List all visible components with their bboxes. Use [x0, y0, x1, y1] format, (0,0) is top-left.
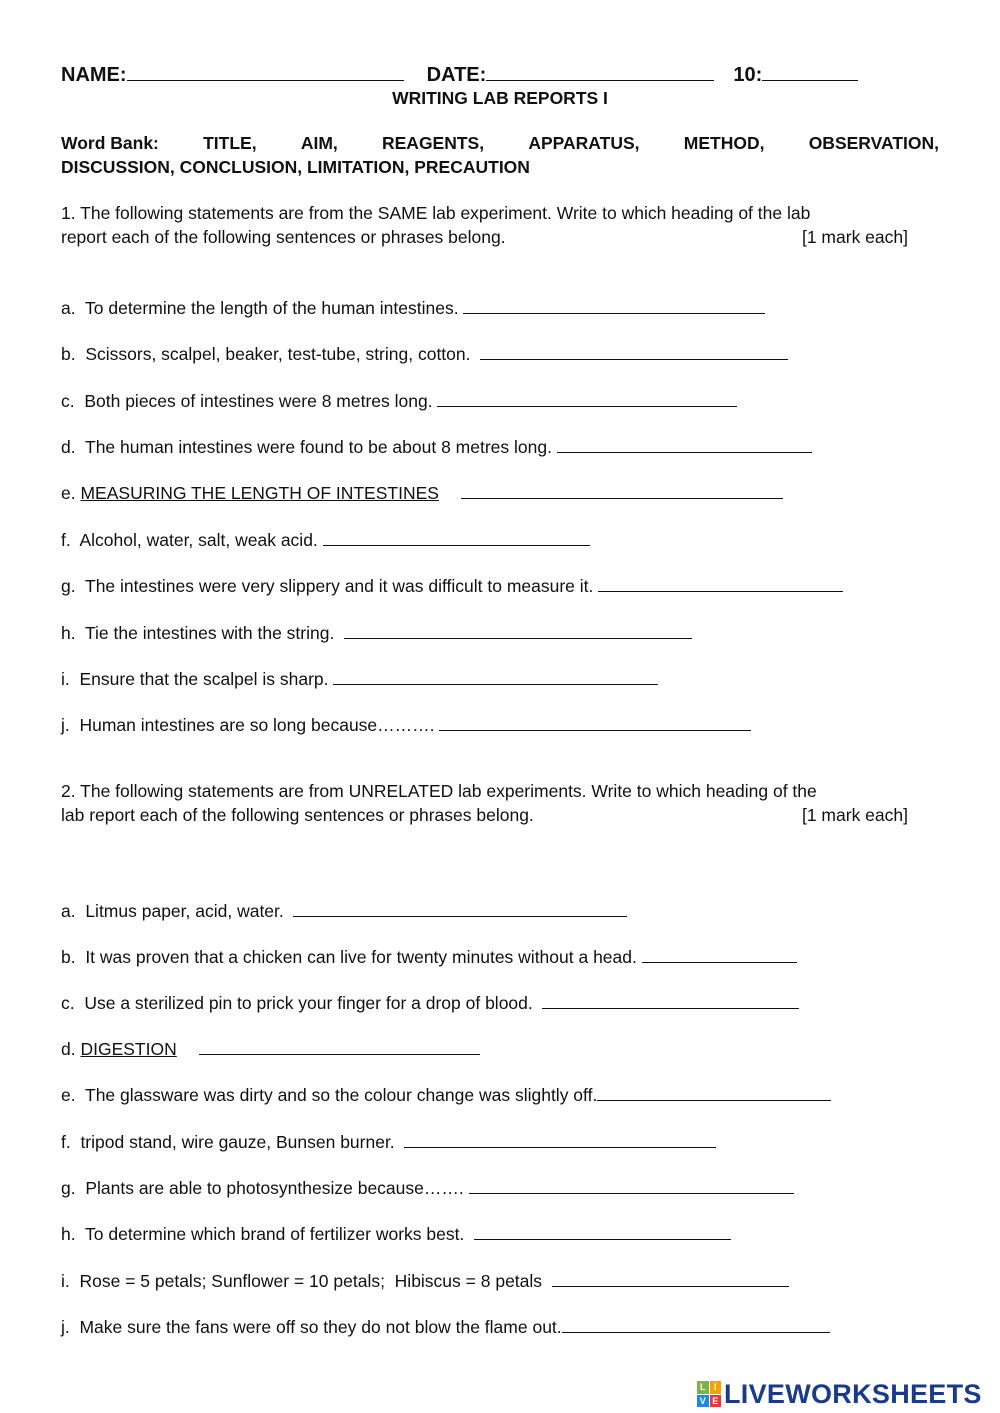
word-bank-term: REAGENTS,	[382, 133, 485, 153]
question-text: e. The glassware was dirty and so the colour change was slightly off.	[61, 1085, 598, 1105]
section1-instruction-line2: report each of the following sentences or phrases belong.	[61, 227, 506, 247]
section2-question-c	[61, 990, 799, 1014]
answer-blank[interactable]	[542, 990, 799, 1009]
question-text: g. The intestines were very slippery and it was difficult to measure it.	[61, 576, 599, 596]
section2-question-j	[61, 1314, 830, 1338]
logo-mark-letter: L	[697, 1381, 709, 1394]
answer-blank[interactable]	[480, 341, 788, 360]
logo-mark-letter: E	[710, 1395, 722, 1408]
section2-instruction-line1: 2. The following statements are from UNRELATED lab experiments. Write to which heading of the	[61, 781, 817, 801]
question-text: h. To determine which brand of fertilizer works best.	[61, 1224, 475, 1244]
section1-question-j	[61, 712, 751, 736]
word-bank-label: Word Bank:	[61, 133, 159, 153]
question-underlined-title: MEASURING THE LENGTH OF INTESTINES	[80, 483, 439, 503]
question-text: d. The human intestines were found to be about 8 metres long.	[61, 437, 557, 457]
section2-instruction-line2: lab report each of the following sentences or phrases belong.	[61, 805, 534, 825]
word-bank	[61, 133, 939, 178]
question-text: b. It was proven that a chicken can live for twenty minutes without a head.	[61, 947, 642, 967]
word-bank-line-2: DISCUSSION, CONCLUSION, LIMITATION, PRECAUTION	[61, 157, 530, 177]
question-prefix: d.	[61, 1039, 81, 1059]
section1-question-e	[61, 480, 783, 504]
word-bank-line-1	[61, 133, 939, 154]
section1-question-f	[61, 527, 590, 551]
section2-question-a	[61, 898, 627, 922]
question-text: f. tripod stand, wire gauze, Bunsen burner.	[61, 1132, 405, 1152]
section1-marks: [1 mark each]	[801, 227, 908, 247]
liveworksheets-logo	[697, 1378, 982, 1410]
section1-instruction-line1: 1. The following statements are from the SAME lab experiment. Write to which heading of the lab	[61, 203, 811, 223]
answer-blank[interactable]	[562, 1314, 830, 1333]
answer-blank[interactable]	[333, 666, 658, 685]
question-text: c. Both pieces of intestines were 8 metres long.	[61, 391, 438, 411]
logo-mark-icon	[697, 1381, 721, 1407]
section1-question-d	[61, 434, 812, 458]
answer-blank[interactable]	[597, 1082, 831, 1101]
question-text: h. Tie the intestines with the string.	[61, 623, 345, 643]
answer-blank[interactable]	[474, 1221, 731, 1240]
word-bank-term: APPARATUS,	[528, 133, 640, 153]
answer-blank[interactable]	[461, 480, 783, 499]
section2-instructions	[61, 781, 939, 826]
page-title: WRITING LAB REPORTS I	[392, 88, 608, 108]
answer-blank[interactable]	[469, 1175, 794, 1194]
section2-question-e	[61, 1082, 831, 1106]
answer-blank[interactable]	[199, 1036, 480, 1055]
answer-blank[interactable]	[293, 898, 627, 917]
word-bank-term: TITLE,	[203, 133, 257, 153]
section2-question-i	[61, 1268, 789, 1292]
answer-blank[interactable]	[557, 434, 812, 453]
question-text: f. Alcohol, water, salt, weak acid.	[61, 530, 323, 550]
section1-question-a	[61, 295, 765, 319]
word-bank-term: AIM,	[300, 133, 338, 153]
name-label: NAME:	[61, 64, 127, 86]
question-text: g. Plants are able to photosynthesize because…….	[61, 1178, 469, 1198]
section1-question-c	[61, 388, 737, 412]
answer-blank[interactable]	[344, 620, 692, 639]
answer-blank[interactable]	[642, 944, 797, 963]
logo-mark-letter: V	[697, 1395, 709, 1408]
answer-blank[interactable]	[463, 295, 765, 314]
header-row	[61, 62, 858, 87]
question-text: c. Use a sterilized pin to prick your finger for a drop of blood.	[61, 993, 543, 1013]
section2-question-g	[61, 1175, 794, 1199]
section1-question-g	[61, 573, 843, 597]
class-label: 10:	[733, 64, 763, 86]
answer-blank[interactable]	[323, 527, 590, 546]
logo-text: LIVEWORKSHEETS	[724, 1378, 982, 1409]
question-prefix: e.	[61, 483, 81, 503]
answer-blank[interactable]	[437, 388, 737, 407]
section1-question-b	[61, 341, 788, 365]
question-text: a. Litmus paper, acid, water.	[61, 901, 294, 921]
word-bank-term: OBSERVATION,	[808, 133, 939, 153]
section1-question-h	[61, 620, 692, 644]
answer-blank[interactable]	[439, 712, 751, 731]
question-text: i. Rose = 5 petals; Sunflower = 10 petals; Hibiscus = 8 petals	[61, 1271, 552, 1291]
answer-blank[interactable]	[598, 573, 843, 592]
class-field[interactable]	[762, 62, 858, 81]
question-underlined-title: DIGESTION	[80, 1039, 177, 1059]
question-text: i. Ensure that the scalpel is sharp.	[61, 669, 334, 689]
section2-question-d	[61, 1036, 480, 1060]
section2-marks: [1 mark each]	[801, 805, 908, 825]
question-text: a. To determine the length of the human intestines.	[61, 298, 464, 318]
date-label: DATE:	[426, 64, 487, 86]
question-text: j. Make sure the fans were off so they do not blow the flame out.	[61, 1317, 562, 1337]
question-text: j. Human intestines are so long because……….	[61, 715, 440, 735]
section1-question-i	[61, 666, 658, 690]
section2-question-f	[61, 1129, 716, 1153]
section1-instructions	[61, 203, 939, 248]
section2-question-b	[61, 944, 797, 968]
section2-question-h	[61, 1221, 731, 1245]
word-bank-term: METHOD,	[683, 133, 765, 153]
question-text: b. Scissors, scalpel, beaker, test-tube, string, cotton.	[61, 344, 481, 364]
logo-mark-letter: I	[710, 1381, 722, 1394]
name-field[interactable]	[127, 62, 404, 81]
answer-blank[interactable]	[552, 1268, 789, 1287]
answer-blank[interactable]	[404, 1129, 716, 1148]
date-field[interactable]	[486, 62, 714, 81]
